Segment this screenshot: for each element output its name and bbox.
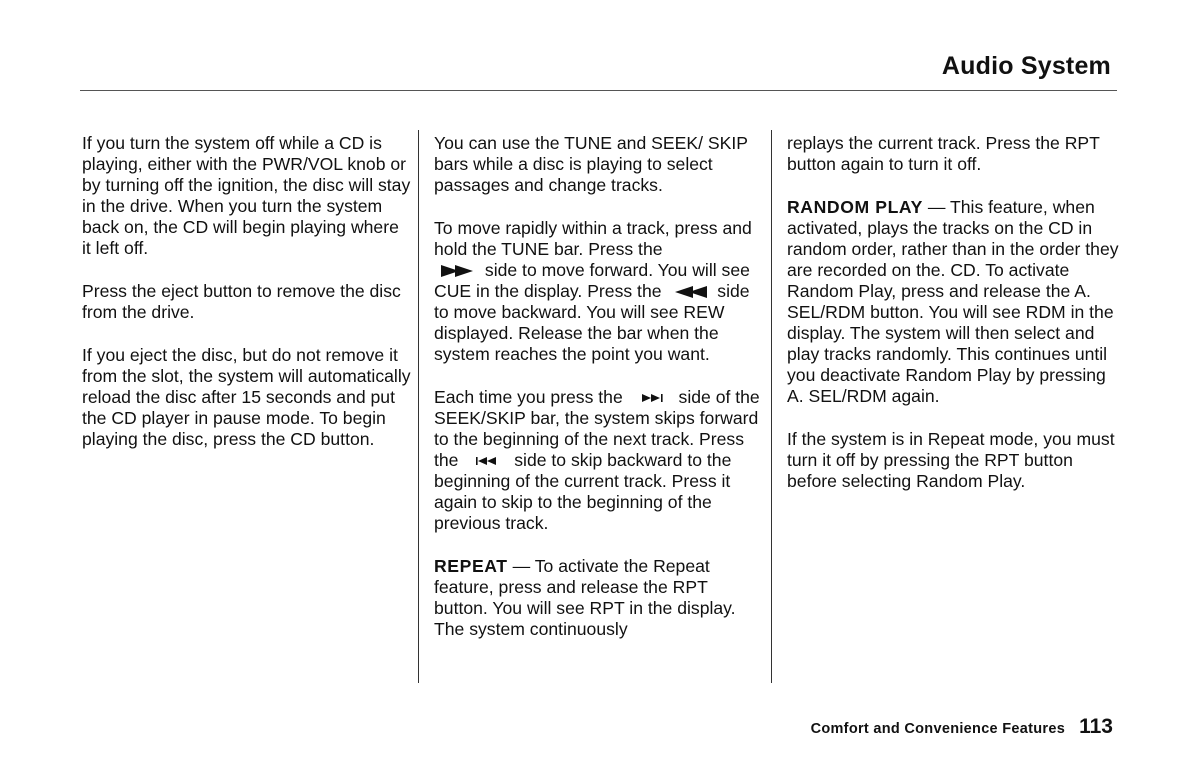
paragraph-fast-move — [434, 218, 762, 365]
skip-text-a: Each time you press the — [434, 387, 623, 407]
skip-forward-icon — [632, 389, 672, 407]
paragraph-tune-seek: You can use the TUNE and SEEK/ SKIP bars while a disc is playing to select passages and change tracks. — [434, 133, 748, 195]
paragraph-repeat-mode: If the system is in Repeat mode, you must turn it off by pressing the RPT button before selecting Random Play. — [787, 429, 1115, 491]
column-1 — [82, 133, 412, 472]
column-divider-left — [418, 130, 419, 683]
column-divider-right — [771, 130, 772, 683]
skip-back-icon — [467, 452, 507, 470]
repeat-label: REPEAT — [434, 556, 508, 576]
fast-forward-icon — [438, 262, 478, 280]
paragraph-eject: Press the eject button to remove the disc from the drive. — [82, 281, 401, 322]
fast-move-text-c: side to move backward. You will see REW displayed. Release the bar when the system reaches the point you want. — [434, 281, 750, 364]
skip-text-b: side of the SEEK/SKIP bar, the system skips forward to the beginning of the next track. Press the — [434, 387, 760, 470]
paragraph-reload: If you eject the disc, but do not remove it from the slot, the system will automatically reload the disc after 15 seconds and put the CD player in pause mode. To begin playing the disc, press the CD button. — [82, 345, 411, 449]
paragraph-repeat — [434, 556, 762, 640]
paragraph-skip — [434, 387, 762, 534]
repeat-text: — To activate the Repeat feature, press and release the RPT button. You will see RPT in the display. The system continuously — [434, 556, 736, 639]
footer-section-title: Comfort and Convenience Features — [810, 721, 1066, 737]
column-3 — [787, 133, 1122, 514]
fast-move-text-b: side to move forward. You will see CUE in the display. Press the — [434, 260, 750, 301]
random-play-text: — This feature, when activated, plays the tracks on the CD in random order, rather than in the order they are recorded on the. CD. To activate Random Play, press and release the A. SEL/RDM button. You will see RDM in the display. The system will then select and play tracks randomly. This continues until you deactivate Random Play by pressing A. SEL/RDM again. — [787, 197, 1119, 406]
column-2 — [434, 133, 762, 662]
page-title: Audio System — [941, 52, 1111, 80]
header-divider — [80, 90, 1117, 91]
random-play-label: RANDOM PLAY — [787, 197, 923, 217]
paragraph-cd-power-off: If you turn the system off while a CD is playing, either with the PWR/VOL knob or by turning off the ignition, the disc will stay in the drive. When you turn the system back on, the CD will begin playing where it left off. — [82, 133, 411, 258]
skip-text-c: side to skip backward to the beginning of the current track. Press it again to skip to the beginning of the previous track. — [434, 450, 732, 533]
paragraph-repeat-continued: replays the current track. Press the RPT button again to turn it off. — [787, 133, 1100, 174]
rewind-icon — [670, 283, 710, 301]
paragraph-random-play — [787, 197, 1122, 407]
page-footer — [811, 715, 1113, 739]
fast-move-text-a: To move rapidly within a track, press and hold the TUNE bar. Press the — [434, 218, 752, 259]
page-number: 113 — [1079, 715, 1113, 738]
